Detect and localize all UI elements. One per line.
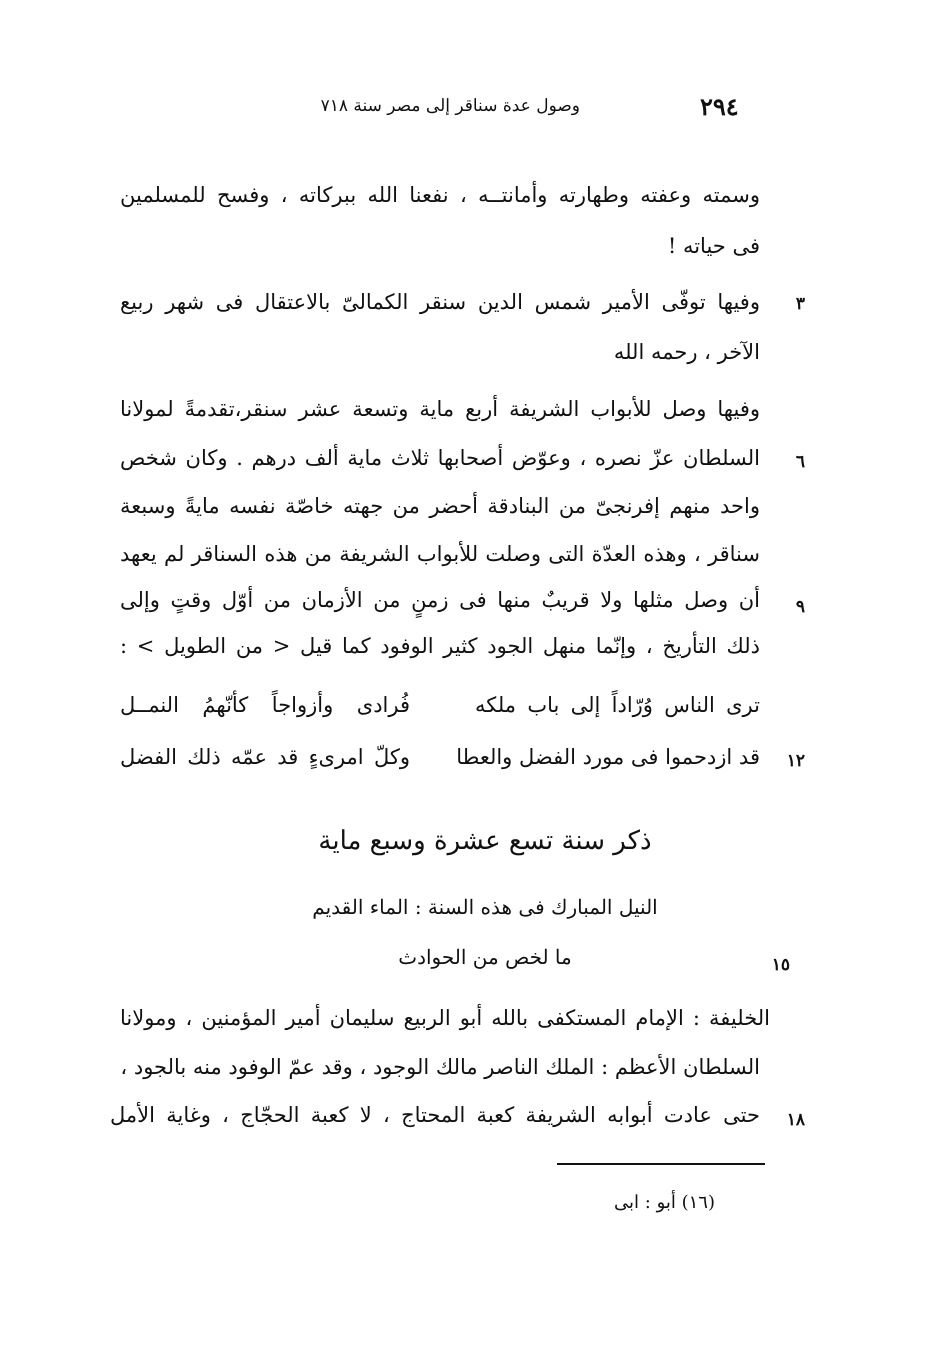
- text-line: سناقر ، وهذه العدّة التى وصلت للأبواب الشريفة من هذه السناقر لم يعهد: [120, 542, 760, 566]
- events-subheading: ما لخص من الحوادث: [398, 945, 572, 969]
- line-number: ١٨: [786, 1110, 805, 1130]
- text-line: واحد منهم إفرنجىّ من البنادقة أحضر من جهته خاصّة نفسه مايةً وسبعة: [120, 494, 760, 518]
- line-number: ٩: [795, 597, 805, 617]
- text-line: الخليفة : الإمام المستكفى بالله أبو الربيع سليمان أمير المؤمنين ، ومولانا: [120, 1006, 770, 1030]
- text-line: حتى عادت أبوابه الشريفة كعبة المحتاج ، لا كعبة الحجّاج ، وغاية الأمل: [110, 1103, 760, 1127]
- verse-hemistich-right: قد ازدحموا فى مورد الفضل والعطا: [456, 745, 760, 769]
- text-line: فى حياته !: [667, 234, 760, 258]
- text-line: ذلك التأريخ ، وإنّما منهل الجود كثير الوفود كما قيل < من الطويل > :: [120, 634, 760, 658]
- nile-line: النيل المبارك فى هذه السنة : الماء القديم: [312, 895, 658, 919]
- line-number: ٦: [795, 452, 805, 472]
- line-number: ١٥: [771, 955, 790, 975]
- text-line: وفيها توفّى الأمير شمس الدين سنقر الكمالىّ بالاعتقال فى شهر ربيع: [120, 290, 760, 314]
- verse-hemistich-right: ترى الناس وُرّاداً إلى باب ملكه: [475, 693, 760, 717]
- footnote: (١٦) أبو : ابى: [614, 1192, 715, 1213]
- verse-hemistich-left: وكلّ امرىءٍ قد عمّه ذلك الفضل: [120, 745, 410, 769]
- section-heading: ذكر سنة تسع عشرة وسبع ماية: [318, 826, 652, 856]
- text-line: وفيها وصل للأبواب الشريفة أربع ماية وتسعة عشر سنقر،تقدمةً لمولانا: [120, 397, 760, 421]
- line-number: ٣: [795, 294, 805, 314]
- text-line: أن وصل مثلها ولا قريبٌ منها فى زمنٍ من الأزمان من أوّل وقتٍ وإلى: [120, 588, 760, 612]
- verse-hemistich-left: فُرادى وأزواجاً كأنّهمُ النمــل: [120, 693, 410, 717]
- text-line: الآخر ، رحمه الله: [613, 340, 760, 364]
- text-line: السلطان الأعظم : الملك الناصر مالك الوجود ، وقد عمّ الوفود منه بالجود ،: [120, 1055, 760, 1079]
- text-line: السلطان عزّ نصره ، وعوّض أصحابها ثلاث ماية ألف درهم . وكان شخص: [120, 446, 760, 470]
- running-title: وصول عدة سناقر إلى مصر سنة ٧١٨: [320, 96, 580, 116]
- page-number: ٢٩٤: [700, 92, 739, 121]
- footnote-rule: [557, 1163, 765, 1165]
- text-line: وسمته وعفته وطهارته وأمانتــه ، نفعنا الله ببركاته ، وفسح للمسلمين: [120, 183, 760, 207]
- line-number: ١٢: [786, 751, 805, 771]
